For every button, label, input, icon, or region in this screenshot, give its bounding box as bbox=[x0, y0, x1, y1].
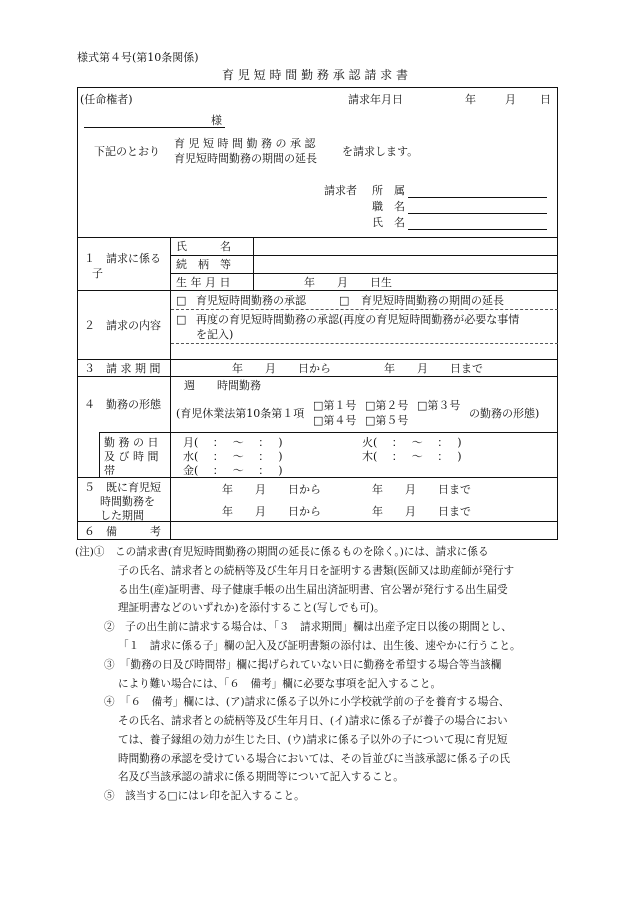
checkbox-reapproval[interactable]: □ bbox=[176, 313, 187, 326]
sec2-opt-reapproval: 再度の育児短時間勤務の承認(再度の育児短時間勤務が必要な事情 bbox=[196, 313, 520, 326]
row-line-sec3-top bbox=[77, 359, 558, 360]
note-line: ④ 「６ 備考」欄には、(ア)請求に係る子以外に小学校就学前の子を養育する場合、 bbox=[104, 696, 510, 708]
note-line: 子の氏名、請求者との続柄等及び生年月日を証明する書類(医師又は助産師が発行す bbox=[118, 565, 515, 577]
note-line: により難い場合には、「６ 備考」欄に必要な事項を記入すること。 bbox=[118, 678, 442, 690]
sec5-label-3: した期間 bbox=[100, 509, 144, 522]
checkbox-extension[interactable]: □ bbox=[339, 294, 350, 307]
sec2-opt-reapproval-2: を記入) bbox=[196, 328, 234, 341]
row-line-sec1-top bbox=[77, 237, 558, 238]
note-line: ③ 「勤務の日及び時間帯」欄に掲げられていない日に勤務を希望する場合等当該欄 bbox=[104, 659, 502, 671]
sec4-tue: 火( ： 〜 ： ) bbox=[362, 436, 462, 449]
sec5-from-1: 年 月 日から bbox=[222, 483, 321, 496]
sec5-label-2: 時間勤務を bbox=[100, 495, 155, 508]
row-line-sec2-top bbox=[77, 290, 558, 291]
frame-bottom bbox=[77, 539, 558, 540]
child-relation-label: 続 柄 等 bbox=[176, 258, 231, 271]
child-birth-value: 年 月 日生 bbox=[304, 276, 392, 289]
date-day: 日 bbox=[540, 93, 551, 106]
option-extension: 育児短時間勤務の期間の延長 bbox=[174, 152, 317, 165]
col-line-sec1 bbox=[253, 237, 254, 290]
sec5-label-1: ５ 既に育児短 bbox=[84, 481, 161, 494]
note-line: ては、養子縁組の効力が生じた日、(ウ)請求に係る子以外の子について現に育児短 bbox=[118, 734, 508, 746]
sec3-label: ３ 請 求 期 間 bbox=[84, 362, 161, 375]
sec3-from: 年 月 日から bbox=[232, 362, 331, 375]
frame-top bbox=[77, 87, 558, 88]
form-number: 様式第４号(第10条関係) bbox=[77, 51, 199, 64]
page-title: 育 児 短 時 間 勤 務 承 認 請 求 書 bbox=[222, 68, 408, 82]
name-label: 氏 名 bbox=[372, 216, 405, 229]
note-line: 名及び当該承認の請求に係る期間等について記入すること。 bbox=[118, 771, 404, 783]
child-birth-label: 生 年 月 日 bbox=[176, 276, 231, 289]
lead-text: 下記のとおり bbox=[94, 145, 160, 158]
sec4-c5[interactable]: □第５号 bbox=[365, 414, 409, 427]
date-month: 月 bbox=[505, 93, 516, 106]
sec2-label: ２ 請求の内容 bbox=[84, 319, 161, 332]
sec4-c2[interactable]: □第２号 bbox=[365, 399, 409, 412]
note-line: (注)① この請求書(育児短時間勤務の期間の延長に係るものを除く。)には、請求に係る bbox=[75, 546, 489, 558]
affiliation-label: 所 属 bbox=[372, 184, 405, 197]
requester-label: 請求者 bbox=[324, 184, 357, 197]
note-line: る出生(産)証明書、母子健康手帳の出生届出済証明書、官公署が発行する出生届受 bbox=[118, 584, 508, 596]
sec4-law: (育児休業法第10条第１項 bbox=[176, 407, 305, 420]
sec4-wed: 水( ： 〜 ： ) bbox=[183, 450, 283, 463]
note-line: 理証明書などのいずれか)を添付すること(写しでも可)。 bbox=[118, 602, 385, 614]
sec4-weekly: 週 時間勤務 bbox=[184, 379, 261, 392]
sec3-to: 年 月 日まで bbox=[384, 362, 483, 375]
request-date-label: 請求年月日 bbox=[348, 93, 403, 106]
name-line bbox=[408, 229, 547, 230]
note-line: ② 子の出生前に請求する場合は、「３ 請求期間」欄は出産予定日以後の期間とし、 bbox=[104, 621, 512, 633]
appointer-label: (任命権者) bbox=[80, 93, 133, 106]
sec1-label-2: 子 bbox=[92, 267, 103, 280]
sec4-sub-3: 帯 bbox=[104, 464, 115, 477]
note-line: 「１ 請求に係る子」欄の記入及び証明書類の添付は、出生後、速やかに行うこと。 bbox=[118, 640, 521, 652]
option-approval: 育 児 短 時 間 勤 務 の 承 認 bbox=[174, 137, 316, 150]
row-line-sec1-b bbox=[171, 273, 558, 274]
sec6-label: ６ 備 考 bbox=[84, 525, 161, 538]
sec5-to-1: 年 月 日まで bbox=[372, 483, 471, 496]
note-line: 時間勤務の承認を受けている場合においては、その旨並びに当該承認に係る子の氏 bbox=[118, 753, 510, 765]
row-line-sec6-top bbox=[77, 521, 558, 522]
row-dash-sec2 bbox=[171, 309, 558, 310]
sec5-to-2: 年 月 日まで bbox=[372, 505, 471, 518]
sec4-sub-1: 勤 務 の 日 bbox=[104, 436, 159, 449]
sec5-from-2: 年 月 日から bbox=[222, 505, 321, 518]
position-line bbox=[408, 213, 547, 214]
sec4-tail: の勤務の形態) bbox=[469, 407, 540, 420]
sec4-mon: 月( ： 〜 ： ) bbox=[183, 436, 283, 449]
sec4-thu: 木( ： 〜 ： ) bbox=[362, 450, 462, 463]
row-dash-sec2b bbox=[171, 343, 558, 344]
note-line: その氏名、請求者との続柄等及び生年月日、(イ)請求に係る子が養子の場合におい bbox=[118, 715, 508, 727]
affiliation-line bbox=[408, 197, 547, 198]
sec4-sub-2: 及 び 時 間 bbox=[104, 450, 159, 463]
sec4-label: ４ 勤務の形態 bbox=[84, 398, 161, 411]
sec4-c1[interactable]: □第１号 bbox=[313, 399, 357, 412]
row-line-sec4-sub bbox=[99, 432, 558, 433]
sec1-label: １ 請求に係る bbox=[84, 252, 161, 265]
col-line-sec4-sub bbox=[99, 432, 100, 477]
sama-label: 様 bbox=[211, 114, 222, 127]
frame-right bbox=[557, 87, 558, 539]
frame-left bbox=[77, 87, 78, 539]
sec4-fri: 金( ： 〜 ： ) bbox=[183, 464, 283, 477]
row-line-sec5-top bbox=[77, 477, 558, 478]
date-year: 年 bbox=[465, 93, 476, 106]
row-line-sec4-top bbox=[77, 376, 558, 377]
position-label: 職 名 bbox=[372, 200, 405, 213]
sec2-opt-extension: 育児短時間勤務の期間の延長 bbox=[361, 294, 504, 307]
sec2-opt-approval: 育児短時間勤務の承認 bbox=[196, 294, 306, 307]
note-line: ⑤ 該当する□にはレ印を記入すること。 bbox=[104, 790, 305, 802]
child-name-label: 氏 名 bbox=[176, 240, 231, 253]
sec4-c4[interactable]: □第４号 bbox=[313, 414, 357, 427]
row-line-sec1-a bbox=[171, 255, 558, 256]
request-tail: を請求します。 bbox=[342, 145, 419, 158]
appointer-name-line bbox=[84, 127, 225, 128]
sec4-c3[interactable]: □第３号 bbox=[417, 399, 461, 412]
checkbox-approval[interactable]: □ bbox=[176, 294, 187, 307]
col-line-main bbox=[170, 237, 171, 539]
